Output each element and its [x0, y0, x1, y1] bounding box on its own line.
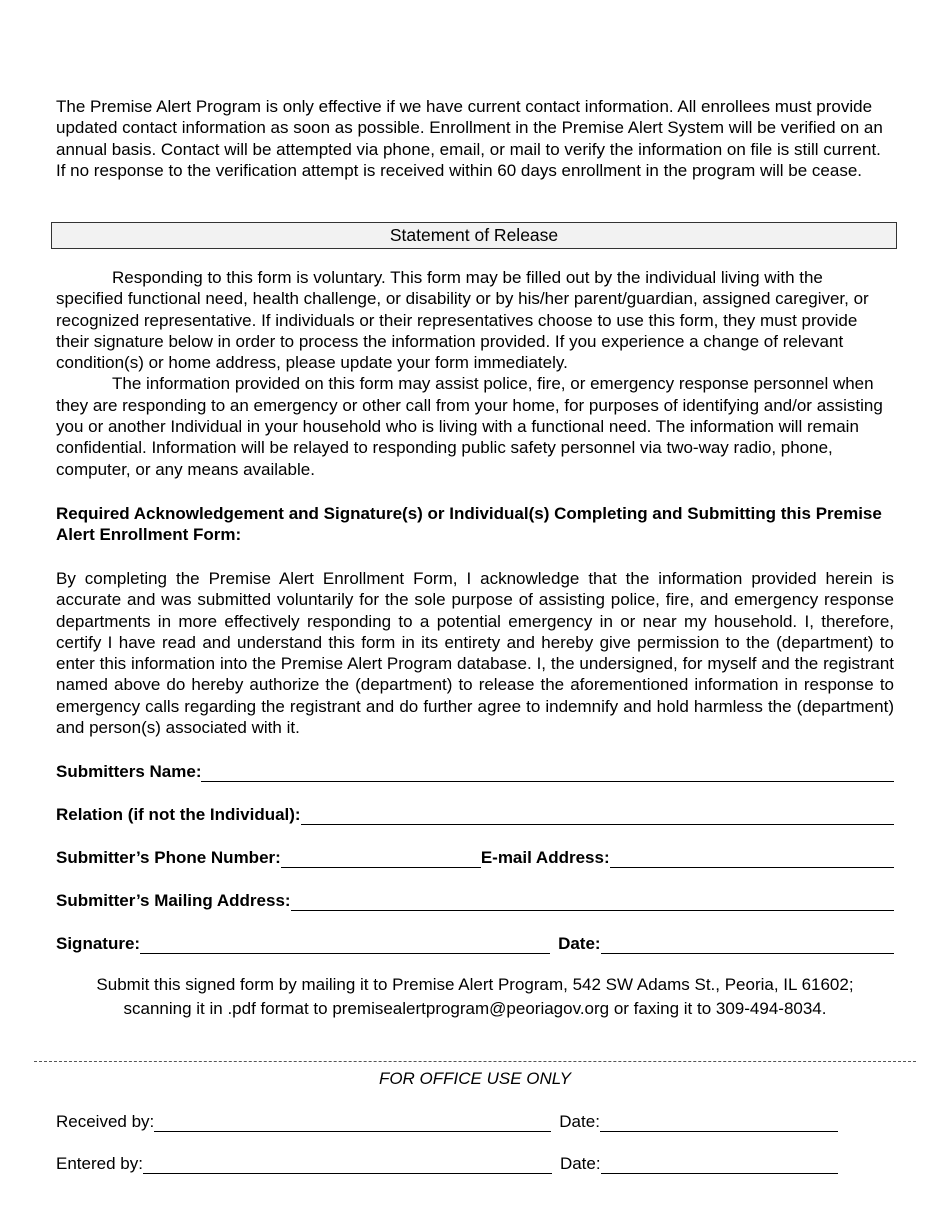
office-divider [34, 1061, 916, 1062]
mailing-address-label: Submitter’s Mailing Address: [56, 891, 291, 910]
email-field[interactable] [610, 851, 894, 868]
entered-by-row [56, 1152, 838, 1174]
entered-date-label: Date: [559, 1154, 601, 1173]
submitter-name-row [56, 760, 894, 782]
relation-field[interactable] [301, 808, 894, 825]
received-by-row [56, 1110, 838, 1132]
acknowledgement-heading: Required Acknowledgement and Signature(s) or Individual(s) Completing and Submitting this Premise Alert Enrollment Form: [56, 504, 882, 545]
received-date-field[interactable] [600, 1115, 838, 1132]
relation-row [56, 803, 894, 825]
release-paragraph-1: Responding to this form is voluntary. This form may be filled out by the individual living with the specified functional need, health challenge, or disability or by his/her parent/guardian, assigned caregiver, or recognized representative. If individuals or their representatives choose to use this form, they must provide their signature below in order to process the information provided. If you experience a change of relevant condition(s) or home address, please update your form immediately. [56, 268, 869, 373]
release-paragraph-2: The information provided on this form may assist police, fire, or emergency response personnel when they are responding to an emergency or other call from your home, for purposes of identifying and/or assisting you or another Individual in your household who is living with a functional need. The information will remain confidential. Information will be relayed to responding public safety personnel via two-way radio, phone, computer, or any means available. [56, 374, 883, 479]
phone-field[interactable] [281, 851, 481, 868]
submission-instructions [40, 973, 910, 1021]
entered-date-field[interactable] [601, 1157, 838, 1174]
entered-by-field[interactable] [143, 1157, 552, 1174]
statement-of-release-body [56, 267, 894, 480]
signature-date-field[interactable] [601, 937, 894, 954]
received-by-field[interactable] [154, 1115, 551, 1132]
phone-email-row [56, 846, 894, 868]
signature-date-label: Date: [558, 934, 601, 953]
submitter-name-field[interactable] [201, 765, 894, 782]
mailing-address-row [56, 889, 894, 911]
signature-field[interactable] [140, 937, 550, 954]
phone-label: Submitter’s Phone Number: [56, 848, 281, 867]
intro-paragraph: The Premise Alert Program is only effective if we have current contact information. All enrollees must provide updated contact information as soon as possible. Enrollment in the Premise Alert System will be verified on an annual basis. Contact will be attempted via phone, email, or mail to verify the information on file is still current. If no response to the verification attempt is received within 60 days enrollment in the program will be cease. [56, 97, 883, 180]
signature-row [56, 932, 894, 954]
office-use-title: FOR OFFICE USE ONLY [378, 1069, 572, 1088]
submitter-name-label: Submitters Name: [56, 762, 202, 781]
relation-label: Relation (if not the Individual): [56, 805, 301, 824]
email-label: E-mail Address: [480, 848, 610, 867]
entered-by-label: Entered by: [56, 1154, 143, 1173]
signature-label: Signature: [56, 934, 141, 953]
statement-of-release-heading: Statement of Release [51, 222, 897, 249]
acknowledgement-paragraph: By completing the Premise Alert Enrollment Form, I acknowledge that the information provided herein is accurate and was submitted voluntarily for the sole purpose of assisting police, fire, and emergency response departments in more effectively responding to a potential emergency in or near my household. I, therefore, certify I have read and understand this form in its entirety and hereby give permission to the (department) to enter this information into the Premise Alert Program database. I, the undersigned, for myself and the registrant named above do hereby authorize the (department) to release the aforementioned information in response to emergency calls regarding the registrant and do further agree to indemnify and hold harmless the (department) and person(s) associated with it. [56, 569, 894, 738]
mailing-address-field[interactable] [291, 894, 894, 911]
received-date-label: Date: [559, 1112, 600, 1131]
received-by-label: Received by: [56, 1112, 155, 1131]
submission-line-2: scanning it in .pdf format to premisealertprogram@peoriagov.org or faxing it to 309-494-8034. [123, 999, 827, 1018]
submission-line-1: Submit this signed form by mailing it to Premise Alert Program, 542 SW Adams St., Peoria, IL 61602; [96, 975, 854, 994]
